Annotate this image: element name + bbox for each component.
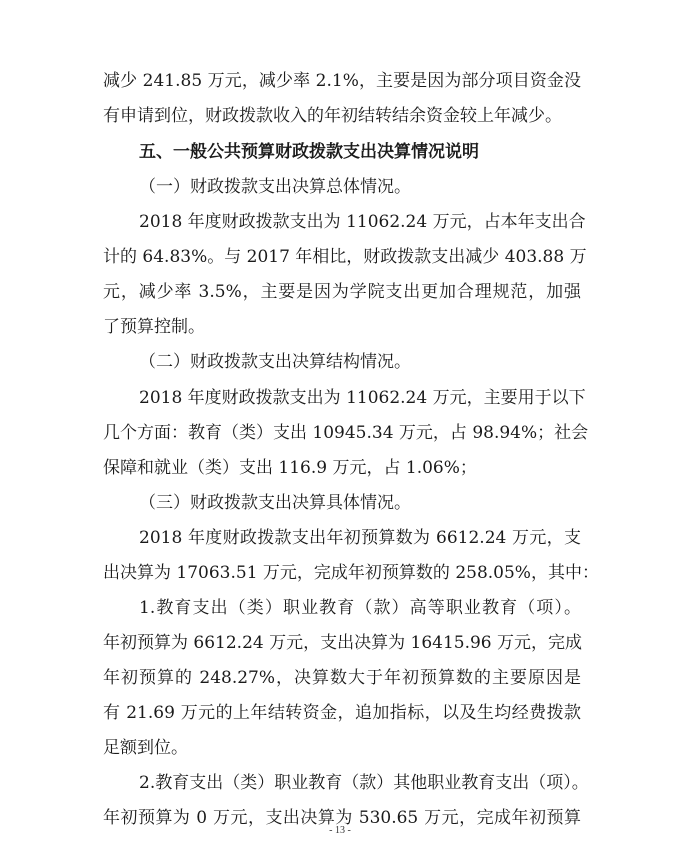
paragraph-line: 有 21.69 万元的上年结转资金，追加指标，以及生均经费拨款 [103, 703, 581, 723]
paragraph-line: 出决算为 17063.51 万元，完成年初预算数的 258.05%，其中： [103, 563, 599, 583]
paragraph-line: 年初预算的 248.27%，决算数大于年初预算数的主要原因是 [103, 668, 581, 688]
paragraph-line: 年初预算为 6612.24 万元，支出决算为 16415.96 万元，完成 [103, 633, 583, 653]
paragraph-line: 几个方面：教育（类）支出 10945.34 万元，占 98.94%；社会 [103, 423, 589, 443]
paragraph-line: 保障和就业（类）支出 116.9 万元，占 1.06%； [103, 458, 477, 478]
subsection-heading: （一）财政拨款支出决算总体情况。 [139, 177, 411, 197]
subsection-heading: （二）财政拨款支出决算结构情况。 [139, 352, 411, 372]
paragraph-line: 了预算控制。 [103, 317, 205, 337]
paragraph-line: 年初预算为 0 万元，支出决算为 530.65 万元，完成年初预算 [103, 808, 581, 828]
page-number: - 13 - [329, 825, 351, 836]
list-item-heading: 1.教育支出（类）职业教育（款）高等职业教育（项）。 [139, 598, 581, 618]
paragraph-line: 足额到位。 [103, 738, 188, 758]
section-heading: 五、一般公共预算财政拨款支出决算情况说明 [139, 142, 479, 162]
list-item-heading: 2.教育支出（类）职业教育（款）其他职业教育支出（项）。 [139, 773, 589, 793]
subsection-heading: （三）财政拨款支出决算具体情况。 [139, 493, 411, 513]
paragraph-line: 有申请到位，财政拨款收入的年初结转结余资金较上年减少。 [103, 106, 562, 126]
paragraph-line: 减少 241.85 万元，减少率 2.1%，主要是因为部分项目资金没 [103, 71, 581, 91]
paragraph-line: 计的 64.83%。与 2017 年相比，财政拨款支出减少 403.88 万 [103, 247, 587, 267]
paragraph-line: 2018 年度财政拨款支出为 11062.24 万元，占本年支出合 [139, 212, 586, 232]
paragraph-line: 2018 年度财政拨款支出年初预算数为 6612.24 万元，支 [139, 528, 581, 548]
paragraph-line: 2018 年度财政拨款支出为 11062.24 万元，主要用于以下 [139, 388, 586, 408]
paragraph-line: 元，减少率 3.5%，主要是因为学院支出更加合理规范，加强 [103, 282, 581, 302]
